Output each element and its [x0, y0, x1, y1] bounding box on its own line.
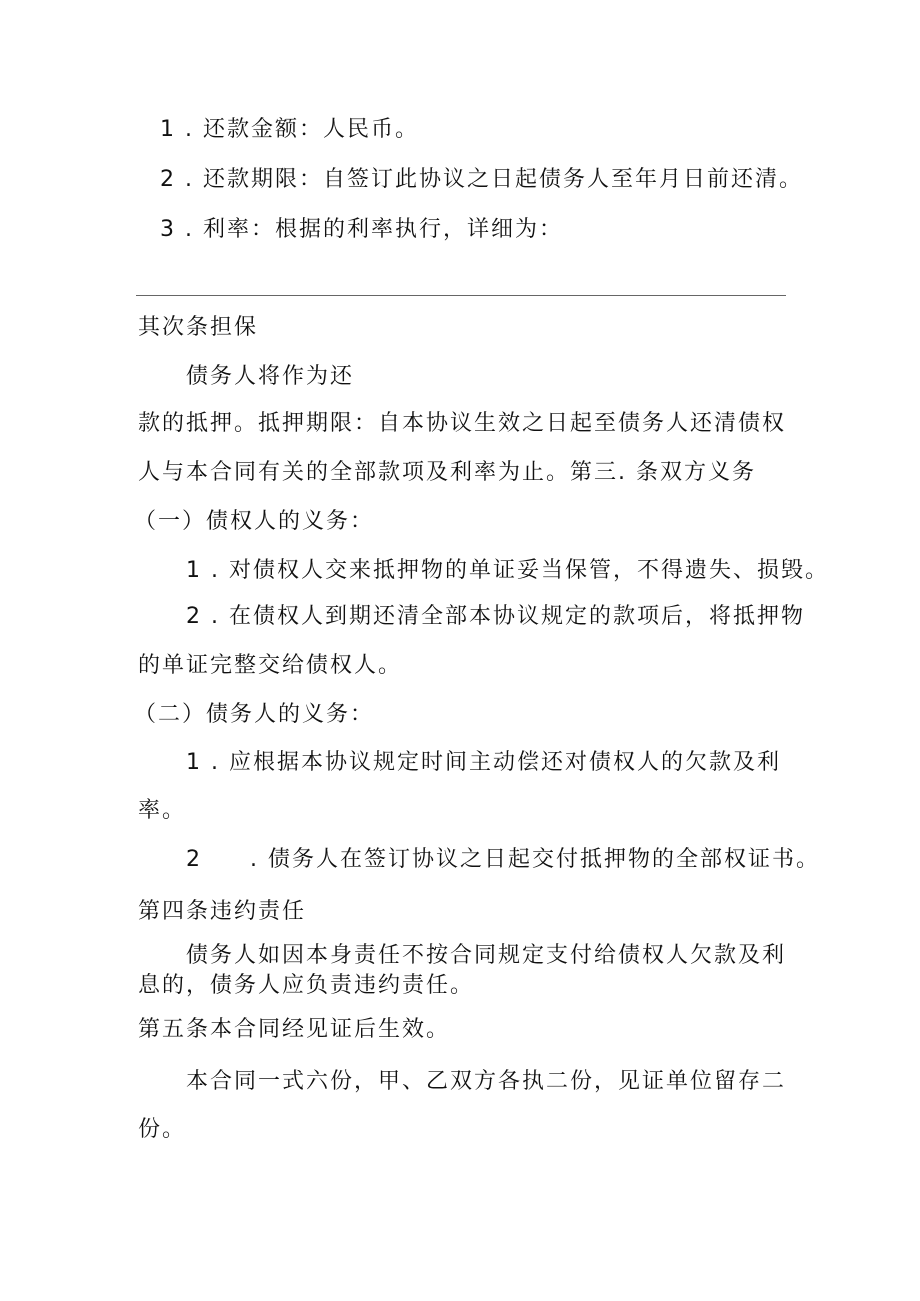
effect-heading: 第五条本合同经见证后生效。: [138, 1017, 451, 1042]
guarantee-paragraph-line-1: 债务人将作为还: [186, 364, 355, 389]
guarantee-heading: 其次条担保: [138, 315, 259, 340]
debtor-duty-item-1-line-1: 1 . 应根据本协议规定时间主动偿还对债权人的欠款及利: [186, 750, 781, 775]
debtor-duties-heading: （二）债务人的义务：: [134, 702, 375, 727]
guarantee-paragraph-line-3: 人与本合同有关的全部款项及利率为止。第三. 条双方义务: [138, 460, 756, 485]
breach-paragraph-line-1: 债务人如因本身责任不按合同规定支付给债权人欠款及利: [186, 943, 787, 968]
guarantee-paragraph-line-2: 款的抵押。抵押期限：自本协议生效之日起至债务人还清债权: [138, 411, 787, 436]
creditor-duty-item-1: 1 . 对债权人交来抵押物的单证妥当保管，不得遗失、损毁。: [186, 558, 829, 583]
creditor-duties-heading: （一）债权人的义务：: [134, 509, 375, 534]
effect-paragraph-line-2: 份。: [138, 1117, 187, 1142]
section-divider: [136, 295, 786, 296]
creditor-duty-item-2-line-2: 的单证完整交给债权人。: [138, 653, 403, 678]
debtor-duty-item-1-line-2: 率。: [138, 798, 187, 823]
effect-paragraph-line-1: 本合同一式六份，甲、乙双方各执二份，见证单位留存二: [186, 1069, 787, 1094]
repayment-term-item: 2 . 还款期限：自签订此协议之日起债务人至年月日前还清。: [160, 167, 803, 192]
breach-paragraph-line-2: 息的，债务人应负责违约责任。: [138, 973, 475, 998]
creditor-duty-item-2-line-1: 2 . 在债权人到期还清全部本协议规定的款项后，将抵押物: [186, 604, 805, 629]
breach-heading: 第四条违约责任: [138, 899, 307, 924]
interest-rate-item: 3 . 利率：根据的利率执行，详细为：: [160, 217, 563, 242]
debtor-duty-item-2: 2 . 债务人在签订协议之日起交付抵押物的全部权证书。: [186, 847, 820, 872]
repayment-amount-item: 1 . 还款金额：人民币。: [160, 117, 419, 142]
